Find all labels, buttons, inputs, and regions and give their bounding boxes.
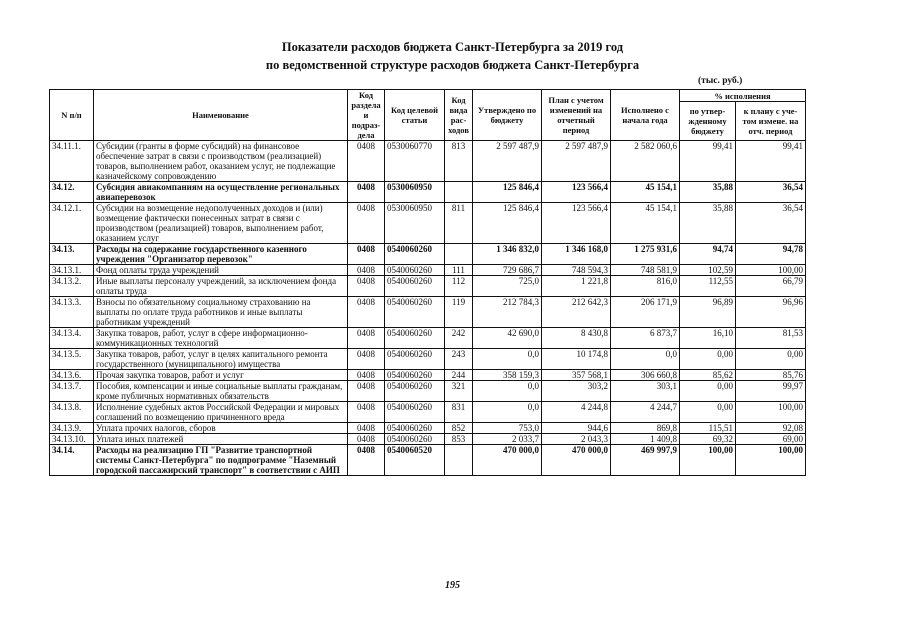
table-body [50, 141, 806, 476]
cell-name: Расходы на реализацию ГП "Развитие транспортной системы Санкт-Петербурга" по подпрограмме "Наземный городской пассажирский транспорт" в соответствии с АИП [94, 445, 348, 476]
cell-plan: 1 346 168,0 [542, 244, 611, 265]
cell-name: Уплата иных платежей [94, 434, 348, 445]
cell-pct-approved: 35,88 [680, 203, 736, 244]
cell-target: 0540060260 [385, 349, 445, 370]
cell-approved: 725,0 [473, 276, 542, 297]
cell-target: 0540060260 [385, 265, 445, 276]
table-row [50, 297, 806, 328]
cell-num: 34.13.2. [50, 276, 94, 297]
cell-executed: 45 154,1 [611, 203, 680, 244]
table-row [50, 276, 806, 297]
cell-plan: 8 430,8 [542, 328, 611, 349]
cell-name: Расходы на содержание государственного казенного учреждения "Организатор перевозок" [94, 244, 348, 265]
cell-approved: 2 597 487,9 [473, 141, 542, 182]
cell-kind [445, 182, 473, 203]
cell-pct-approved: 102,59 [680, 265, 736, 276]
table-row [50, 434, 806, 445]
cell-num: 34.13.10. [50, 434, 94, 445]
cell-pct-plan: 99,41 [736, 141, 806, 182]
cell-approved: 2 033,7 [473, 434, 542, 445]
cell-pct-approved: 0,00 [680, 381, 736, 402]
table-row [50, 141, 806, 182]
cell-plan: 1 221,8 [542, 276, 611, 297]
cell-pct-approved: 16,10 [680, 328, 736, 349]
cell-name: Субсидии (гранты в форме субсидий) на финансовое обеспечение затрат в связи с производством (реализацией) товаров, выполнением работ, оказанием услуг, не подлежащие казначейскому сопровождению [94, 141, 348, 182]
expenditure-table [49, 89, 806, 476]
table-row [50, 402, 806, 423]
cell-kind: 111 [445, 265, 473, 276]
table-row [50, 265, 806, 276]
cell-name: Пособия, компенсации и иные социальные выплаты гражданам, кроме публичных нормативных обязательств [94, 381, 348, 402]
header-section: Код раздела и подраз-дела [348, 90, 385, 141]
cell-executed: 4 244,7 [611, 402, 680, 423]
units-label: (тыс. руб.) [698, 76, 743, 86]
cell-plan: 2 043,3 [542, 434, 611, 445]
cell-section: 0408 [348, 203, 385, 244]
header-pct-plan: к плану с уче-том измене. на отч. период [736, 102, 806, 141]
cell-name: Прочая закупка товаров, работ и услуг [94, 370, 348, 381]
cell-approved: 125 846,4 [473, 182, 542, 203]
cell-pct-approved: 112,55 [680, 276, 736, 297]
cell-approved: 0,0 [473, 402, 542, 423]
cell-num: 34.12.1. [50, 203, 94, 244]
cell-executed: 6 873,7 [611, 328, 680, 349]
cell-executed: 1 409,8 [611, 434, 680, 445]
table-row [50, 423, 806, 434]
cell-approved: 42 690,0 [473, 328, 542, 349]
cell-pct-plan: 99,97 [736, 381, 806, 402]
cell-kind: 321 [445, 381, 473, 402]
cell-section: 0408 [348, 244, 385, 265]
cell-num: 34.13. [50, 244, 94, 265]
header-percent-group: % исполнения [680, 90, 806, 102]
cell-num: 34.13.1. [50, 265, 94, 276]
header-num: N п/п [50, 90, 94, 141]
cell-name: Субсидии на возмещение недополученных доходов и (или) возмещение фактически понесенных затрат в связи с производством (реализацией) товаров, выполнением работ, оказанием услуг [94, 203, 348, 244]
cell-pct-plan: 81,53 [736, 328, 806, 349]
cell-executed: 306 660,8 [611, 370, 680, 381]
cell-executed: 748 581,9 [611, 265, 680, 276]
cell-num: 34.13.7. [50, 381, 94, 402]
cell-num: 34.13.8. [50, 402, 94, 423]
cell-section: 0408 [348, 434, 385, 445]
cell-executed: 869,8 [611, 423, 680, 434]
cell-pct-approved: 115,51 [680, 423, 736, 434]
cell-section: 0408 [348, 182, 385, 203]
cell-name: Субсидия авиакомпаниям на осуществление региональных авиаперевозок [94, 182, 348, 203]
cell-pct-plan: 36,54 [736, 203, 806, 244]
cell-num: 34.13.6. [50, 370, 94, 381]
cell-pct-plan: 100,00 [736, 445, 806, 476]
cell-section: 0408 [348, 297, 385, 328]
cell-plan: 10 174,8 [542, 349, 611, 370]
cell-pct-plan: 36,54 [736, 182, 806, 203]
cell-section: 0408 [348, 328, 385, 349]
cell-name: Закупка товаров, работ, услуг в целях капитального ремонта государственного (муниципального) имущества [94, 349, 348, 370]
table-row [50, 244, 806, 265]
cell-target: 0540060520 [385, 445, 445, 476]
cell-executed: 303,1 [611, 381, 680, 402]
cell-section: 0408 [348, 265, 385, 276]
cell-pct-plan: 96,96 [736, 297, 806, 328]
cell-pct-plan: 85,76 [736, 370, 806, 381]
cell-approved: 0,0 [473, 349, 542, 370]
table-row [50, 370, 806, 381]
cell-section: 0408 [348, 402, 385, 423]
cell-kind: 119 [445, 297, 473, 328]
cell-plan: 2 597 487,9 [542, 141, 611, 182]
cell-section: 0408 [348, 276, 385, 297]
cell-name: Взносы по обязательному социальному страхованию на выплаты по оплате труда работников и иные выплаты работникам учреждений [94, 297, 348, 328]
cell-executed: 206 171,9 [611, 297, 680, 328]
cell-pct-plan: 0,00 [736, 349, 806, 370]
table-row [50, 328, 806, 349]
cell-target: 0540060260 [385, 381, 445, 402]
page-number: 195 [445, 580, 460, 591]
cell-target: 0540060260 [385, 297, 445, 328]
cell-num: 34.13.4. [50, 328, 94, 349]
cell-section: 0408 [348, 423, 385, 434]
cell-pct-plan: 100,00 [736, 402, 806, 423]
cell-kind: 243 [445, 349, 473, 370]
cell-name: Фонд оплаты труда учреждений [94, 265, 348, 276]
cell-name: Исполнение судебных актов Российской Федерации и мировых соглашений по возмещению причиненного вреда [94, 402, 348, 423]
cell-section: 0408 [348, 381, 385, 402]
cell-num: 34.13.9. [50, 423, 94, 434]
cell-kind: 244 [445, 370, 473, 381]
cell-plan: 357 568,1 [542, 370, 611, 381]
cell-plan: 303,2 [542, 381, 611, 402]
cell-kind: 811 [445, 203, 473, 244]
cell-approved: 729 686,7 [473, 265, 542, 276]
header-plan: План с учетом изменений на отчетный период [542, 90, 611, 141]
cell-plan: 123 566,4 [542, 182, 611, 203]
cell-pct-approved: 0,00 [680, 349, 736, 370]
cell-section: 0408 [348, 445, 385, 476]
cell-executed: 816,0 [611, 276, 680, 297]
cell-plan: 4 244,8 [542, 402, 611, 423]
cell-approved: 0,0 [473, 381, 542, 402]
cell-name: Закупка товаров, работ, услуг в сфере информационно-коммуникационных технологий [94, 328, 348, 349]
cell-approved: 212 784,3 [473, 297, 542, 328]
cell-pct-plan: 66,79 [736, 276, 806, 297]
cell-target: 0540060260 [385, 244, 445, 265]
cell-plan: 748 594,3 [542, 265, 611, 276]
cell-executed: 45 154,1 [611, 182, 680, 203]
cell-target: 0540060260 [385, 370, 445, 381]
cell-executed: 469 997,9 [611, 445, 680, 476]
cell-plan: 212 642,3 [542, 297, 611, 328]
cell-pct-approved: 85,62 [680, 370, 736, 381]
cell-target: 0540060260 [385, 276, 445, 297]
cell-approved: 358 159,3 [473, 370, 542, 381]
cell-section: 0408 [348, 141, 385, 182]
table-row [50, 203, 806, 244]
cell-target: 0530060770 [385, 141, 445, 182]
cell-num: 34.14. [50, 445, 94, 476]
cell-target: 0540060260 [385, 328, 445, 349]
header-approved: Утверждено по бюджету [473, 90, 542, 141]
cell-approved: 753,0 [473, 423, 542, 434]
cell-target: 0530060950 [385, 203, 445, 244]
cell-pct-approved: 99,41 [680, 141, 736, 182]
cell-approved: 470 000,0 [473, 445, 542, 476]
cell-num: 34.11.1. [50, 141, 94, 182]
header-kind: Код вида рас-ходов [445, 90, 473, 141]
cell-kind: 813 [445, 141, 473, 182]
cell-kind [445, 244, 473, 265]
cell-target: 0530060950 [385, 182, 445, 203]
cell-pct-approved: 35,88 [680, 182, 736, 203]
cell-section: 0408 [348, 370, 385, 381]
header-name: Наименование [94, 90, 348, 141]
cell-target: 0540060260 [385, 402, 445, 423]
document-subtitle: по ведомственной структуре расходов бюджета Санкт-Петербурга [265, 58, 640, 72]
header-executed: Исполнено с начала года [611, 90, 680, 141]
cell-kind: 852 [445, 423, 473, 434]
cell-pct-approved: 94,74 [680, 244, 736, 265]
cell-plan: 944,6 [542, 423, 611, 434]
table-row [50, 445, 806, 476]
cell-num: 34.13.5. [50, 349, 94, 370]
cell-pct-approved: 0,00 [680, 402, 736, 423]
cell-name: Иные выплаты персоналу учреждений, за исключением фонда оплаты труда [94, 276, 348, 297]
cell-pct-approved: 69,32 [680, 434, 736, 445]
cell-name: Уплата прочих налогов, сборов [94, 423, 348, 434]
cell-kind [445, 445, 473, 476]
cell-pct-approved: 100,00 [680, 445, 736, 476]
cell-plan: 123 566,4 [542, 203, 611, 244]
cell-target: 0540060260 [385, 434, 445, 445]
cell-pct-plan: 94,78 [736, 244, 806, 265]
cell-executed: 0,0 [611, 349, 680, 370]
document-title: Показатели расходов бюджета Санкт-Петербурга за 2019 год [281, 40, 624, 54]
cell-pct-plan: 100,00 [736, 265, 806, 276]
cell-plan: 470 000,0 [542, 445, 611, 476]
table-row [50, 182, 806, 203]
cell-target: 0540060260 [385, 423, 445, 434]
table-row [50, 349, 806, 370]
cell-executed: 1 275 931,6 [611, 244, 680, 265]
cell-executed: 2 582 060,6 [611, 141, 680, 182]
cell-kind: 242 [445, 328, 473, 349]
cell-approved: 125 846,4 [473, 203, 542, 244]
cell-pct-approved: 96,89 [680, 297, 736, 328]
cell-kind: 112 [445, 276, 473, 297]
header-pct-approved: по утвер-жденному бюджету [680, 102, 736, 141]
cell-section: 0408 [348, 349, 385, 370]
cell-kind: 853 [445, 434, 473, 445]
cell-num: 34.12. [50, 182, 94, 203]
cell-kind: 831 [445, 402, 473, 423]
cell-approved: 1 346 832,0 [473, 244, 542, 265]
cell-num: 34.13.3. [50, 297, 94, 328]
header-target: Код целевой статьи [385, 90, 445, 141]
cell-pct-plan: 92,08 [736, 423, 806, 434]
cell-pct-plan: 69,00 [736, 434, 806, 445]
table-row [50, 381, 806, 402]
